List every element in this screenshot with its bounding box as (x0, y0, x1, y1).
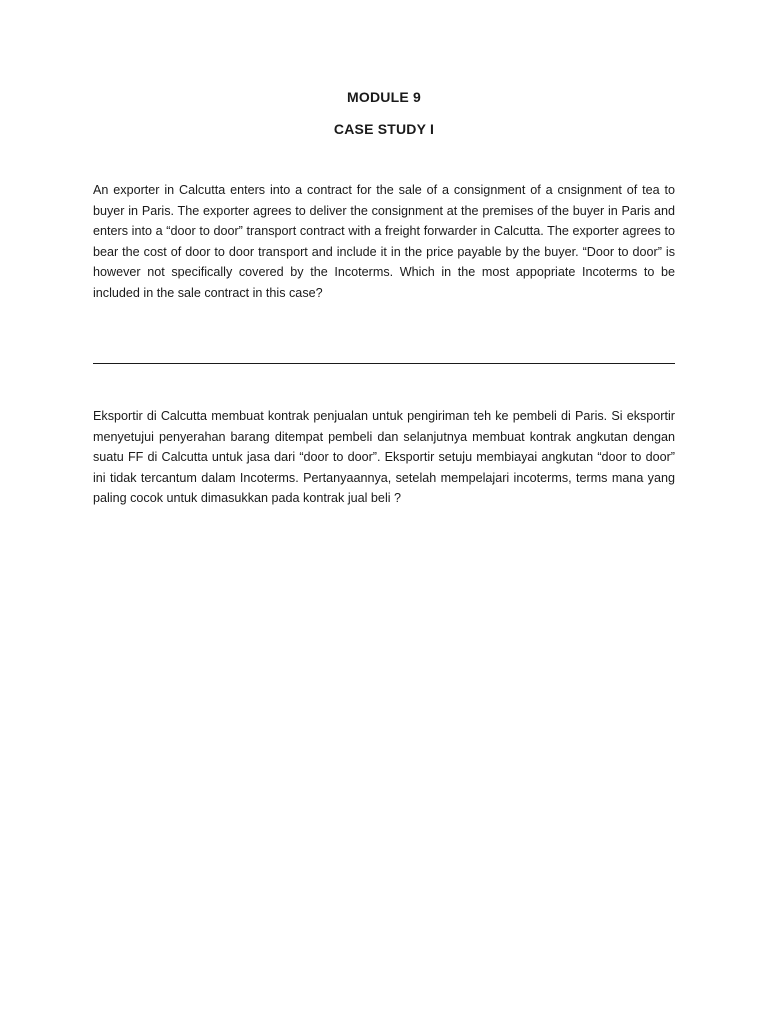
section-divider (93, 363, 675, 364)
case-study-title: CASE STUDY I (333, 121, 435, 137)
case-description-english: An exporter in Calcutta enters into a contract for the sale of a consignment of a cnsignment of tea to buyer in Paris. The exporter agrees to deliver the consignment at the premises of the buyer in Paris and enters into a “door to door” transport contract with a freight forwarder in Calcutta. The exporter agrees to bear the cost of door to door transport and include it in the price payable by the buyer. “Door to door” is however not specifically covered by the Incoterms. Which in the most appopriate Incoterms to be included in the sale contract in this case? (93, 183, 675, 300)
case-description-indonesian: Eksportir di Calcutta membuat kontrak penjualan untuk pengiriman teh ke pembeli di Paris. Si eksportir menyetujui penyerahan barang ditempat pembeli dan selanjutnya membuat kontrak angkutan dengan suatu FF di Calcutta untuk jasa dari “door to door”. Eksportir setuju membiayai angkutan “door to door” ini tidak tercantum dalam Incoterms. Pertanyaannya, setelah mempelajari incoterms, terms mana yang paling cocok untuk dimasukkan pada kontrak jual beli ? (93, 409, 675, 505)
module-title: MODULE 9 (347, 89, 421, 105)
